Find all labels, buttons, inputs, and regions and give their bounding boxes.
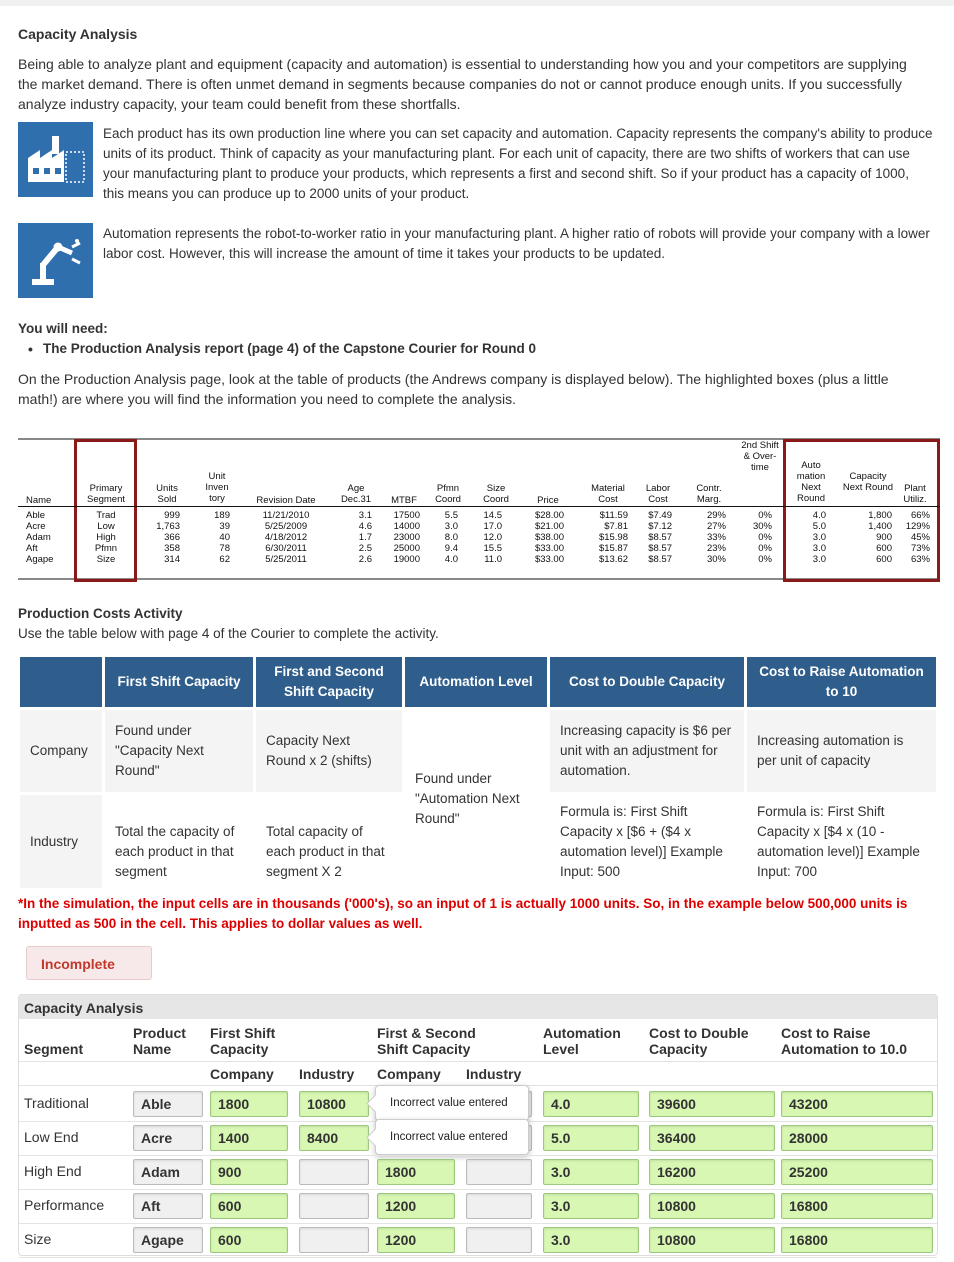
courier-cell-segment: High xyxy=(96,532,116,543)
first-shift-company-input[interactable]: 900 xyxy=(210,1159,288,1185)
first-shift-company-input[interactable]: 1800 xyxy=(210,1091,288,1117)
error-tooltip: Incorrect value entered xyxy=(375,1119,529,1155)
courier-cell-util: 73% xyxy=(910,543,930,554)
courier-cell-cap: 1,800 xyxy=(868,510,892,521)
courier-cell-rev: 11/21/2010 xyxy=(262,510,310,521)
courier-cell-auto: 3.0 xyxy=(812,543,826,554)
courier-cell-labor: $8.57 xyxy=(648,554,672,565)
courier-cell-auto: 3.0 xyxy=(812,554,826,565)
courier-cell-price: $33.00 xyxy=(534,554,564,565)
first-shift-company-input[interactable]: 600 xyxy=(210,1193,288,1219)
intro-paragraph: Being able to analyze plant and equipment (capacity and automation) is essential to understanding how you and your competitors are supplying the market demand. There is often unmet demand in segments because companies do not or cannot produce enough units. If you successfully analyze industry capacity, your team could benefit from these shortfalls. xyxy=(18,56,907,112)
double-capacity-input[interactable]: 10800 xyxy=(649,1227,775,1253)
courier-cell-contr: 33% xyxy=(706,532,726,543)
courier-cell-mtbf: 17500 xyxy=(393,510,420,521)
courier-cell-material: $15.98 xyxy=(598,532,628,543)
courier-cell-overtime: 0% xyxy=(758,554,772,565)
courier-cell-rev: 6/30/2011 xyxy=(265,543,307,554)
header-both-shifts: First and Second Shift Capacity xyxy=(256,657,402,707)
courier-cell-rev: 5/25/2011 xyxy=(265,554,307,565)
col-capacity: Capacity Next Round xyxy=(842,471,894,493)
segment-label: Performance xyxy=(24,1197,105,1213)
segment-label: Low End xyxy=(24,1129,79,1145)
automation-description: Automation represents the robot-to-worker ratio in your manufacturing plant. A higher ratio of robots will provide your company with a lower labor cost. However, this will increase the amount of time it takes your products to be updated. xyxy=(103,226,930,261)
activity-title: Production Costs Activity xyxy=(18,606,183,621)
courier-cell-price: $21.00 xyxy=(534,521,564,532)
courier-cell-contr: 30% xyxy=(706,554,726,565)
courier-cell-pfmn: 9.4 xyxy=(444,543,458,554)
courier-cell-segment: Low xyxy=(97,521,115,532)
courier-cell-name: Acre xyxy=(26,521,46,532)
header-automation: Automation Level xyxy=(405,657,547,707)
courier-cell-mtbf: 25000 xyxy=(393,543,420,554)
raise-automation-input[interactable]: 16800 xyxy=(781,1227,933,1253)
company-double-capacity: Increasing capacity is $6 per unit with an adjustment for automation. xyxy=(550,710,744,792)
double-capacity-input[interactable]: 39600 xyxy=(649,1091,775,1117)
double-capacity-input[interactable]: 16200 xyxy=(649,1159,775,1185)
courier-cell-material: $7.81 xyxy=(604,521,628,532)
company-raise-automation: Increasing automation is per unit of capacity xyxy=(747,710,936,792)
courier-cell-overtime: 30% xyxy=(752,521,772,532)
raise-automation-input[interactable]: 28000 xyxy=(781,1125,933,1151)
header-blank xyxy=(20,657,102,707)
courier-cell-pfmn: 4.0 xyxy=(444,554,458,565)
courier-cell-age: 1.7 xyxy=(358,532,372,543)
courier-cell-price: $33.00 xyxy=(534,543,564,554)
page-title: Capacity Analysis xyxy=(18,26,138,42)
automation-level-input[interactable]: 4.0 xyxy=(543,1091,639,1117)
th-both-industry: Industry xyxy=(466,1066,522,1082)
courier-cell-pfmn: 3.0 xyxy=(444,521,458,532)
courier-cell-pfmn: 5.5 xyxy=(444,510,458,521)
courier-cell-price: $28.00 xyxy=(534,510,564,521)
courier-cell-overtime: 0% xyxy=(758,510,772,521)
courier-cell-overtime: 0% xyxy=(758,532,772,543)
status-badge: Incomplete xyxy=(26,946,152,980)
courier-cell-rev: 5/25/2009 xyxy=(264,521,308,532)
raise-automation-input[interactable]: 43200 xyxy=(781,1091,933,1117)
courier-cell-auto: 4.0 xyxy=(812,510,826,521)
courier-cell-cap: 600 xyxy=(876,543,892,554)
double-capacity-input[interactable]: 36400 xyxy=(649,1125,775,1151)
courier-cell-age: 2.5 xyxy=(358,543,372,554)
courier-cell-inv: 78 xyxy=(219,543,230,554)
double-capacity-input[interactable]: 10800 xyxy=(649,1193,775,1219)
col-overtime: 2nd Shift & Over- time xyxy=(741,440,779,473)
th-both-company: Company xyxy=(377,1066,441,1082)
industry-both-shifts: Total capacity of each product in that segment X 2 xyxy=(256,795,402,888)
courier-cell-util: 129% xyxy=(905,521,930,532)
both-shifts-industry-input[interactable] xyxy=(466,1193,532,1219)
col-size: Size Coord xyxy=(483,483,509,505)
courier-cell-mtbf: 14000 xyxy=(393,521,420,532)
courier-cell-util: 45% xyxy=(910,532,930,543)
product-name-field: Agape xyxy=(133,1227,203,1253)
factory-icon xyxy=(18,122,93,197)
courier-cell-material: $13.62 xyxy=(598,554,628,565)
robot-arm-icon xyxy=(18,223,93,298)
th-segment: Segment xyxy=(24,1041,84,1057)
col-pfmn: Pfmn Coord xyxy=(435,483,461,505)
production-costs-table xyxy=(18,655,938,891)
instructions-paragraph: On the Production Analysis page, look at the table of products (the Andrews company is displayed below). The highlighted boxes (plus a little math!) are where you will find the information you need to complete the analysis. xyxy=(18,371,889,407)
first-shift-industry-input[interactable] xyxy=(299,1159,369,1185)
courier-cell-age: 3.1 xyxy=(358,510,372,521)
courier-cell-segment: Trad xyxy=(96,510,116,521)
courier-cell-name: Able xyxy=(26,510,46,521)
courier-cell-contr: 27% xyxy=(706,521,726,532)
courier-cell-segment: Size xyxy=(96,554,116,565)
automation-level-input[interactable]: 3.0 xyxy=(543,1227,639,1253)
top-bar xyxy=(0,0,954,6)
courier-cell-material: $15.87 xyxy=(598,543,628,554)
courier-cell-pfmn: 8.0 xyxy=(444,532,458,543)
courier-cell-util: 66% xyxy=(910,510,930,521)
needs-item: • The Production Analysis report (page 4) of the Capstone Courier for Round 0 xyxy=(30,341,536,356)
th-product: Product Name xyxy=(133,1025,186,1057)
header-first-shift: First Shift Capacity xyxy=(105,657,253,707)
automation-level-input[interactable]: 3.0 xyxy=(543,1193,639,1219)
segment-label: Size xyxy=(24,1231,52,1247)
automation-level-input[interactable]: 5.0 xyxy=(543,1125,639,1151)
courier-cell-mtbf: 23000 xyxy=(393,532,420,543)
company-first-shift: Found under "Capacity Next Round" xyxy=(105,710,253,792)
activity-subtitle: Use the table below with page 4 of the Courier to complete the activity. xyxy=(18,626,439,641)
courier-cell-segment: Pfmn xyxy=(94,543,118,554)
industry-double-capacity: Formula is: First Shift Capacity x [$6 + ($4 x automation level)] Example Input: 500 xyxy=(550,795,744,888)
thousands-note: *In the simulation, the input cells are in thousands ('000's), so an input of 1 is actually 1000 units. So, in the example below 500,000 units is inputted as 500 in the cell. This applies to dollar values as well. xyxy=(18,896,908,931)
first-shift-industry-input[interactable]: 8400 xyxy=(299,1125,369,1151)
col-units-sold: Units Sold xyxy=(156,483,178,505)
col-name: Name xyxy=(26,495,52,506)
courier-cell-size: 17.0 xyxy=(483,521,502,532)
courier-cell-sold: 366 xyxy=(164,532,180,543)
col-utilization: Plant Utiliz. xyxy=(903,483,927,505)
raise-automation-input[interactable]: 25200 xyxy=(781,1159,933,1185)
first-shift-company-input[interactable]: 1400 xyxy=(210,1125,288,1151)
first-shift-industry-input[interactable] xyxy=(299,1193,369,1219)
both-shifts-industry-input[interactable] xyxy=(466,1227,532,1253)
industry-raise-automation: Formula is: First Shift Capacity x [$4 x (10 - automation level)] Example Input: 700 xyxy=(747,795,936,888)
courier-cell-sold: 999 xyxy=(164,510,180,521)
courier-cell-overtime: 0% xyxy=(758,543,772,554)
automation-level-note: Found under "Automation Next Round" xyxy=(405,710,547,888)
courier-cell-sold: 358 xyxy=(164,543,180,554)
th-first-company: Company xyxy=(210,1066,274,1082)
product-name-field: Able xyxy=(133,1091,203,1117)
courier-cell-size: 11.0 xyxy=(484,554,502,565)
courier-production-table xyxy=(18,438,940,580)
courier-cell-labor: $8.57 xyxy=(648,543,672,554)
courier-cell-cap: 600 xyxy=(876,554,892,565)
courier-cell-sold: 314 xyxy=(164,554,180,565)
col-labor: Labor Cost xyxy=(645,483,671,505)
automation-level-input[interactable]: 3.0 xyxy=(543,1159,639,1185)
courier-cell-inv: 189 xyxy=(214,510,230,521)
first-shift-company-input[interactable]: 600 xyxy=(210,1227,288,1253)
th-double-capacity: Cost to Double Capacity xyxy=(649,1025,749,1057)
courier-cell-labor: $8.57 xyxy=(648,532,672,543)
courier-cell-material: $11.59 xyxy=(599,510,628,521)
th-first-industry: Industry xyxy=(299,1066,355,1082)
courier-cell-inv: 39 xyxy=(219,521,230,532)
courier-cell-cap: 1,400 xyxy=(868,521,892,532)
error-tooltip: Incorrect value entered xyxy=(375,1085,529,1121)
raise-automation-input[interactable]: 16800 xyxy=(781,1193,933,1219)
courier-cell-cap: 900 xyxy=(876,532,892,543)
col-contr: Contr. Marg. xyxy=(696,483,722,505)
segment-label: Traditional xyxy=(24,1095,89,1111)
col-revision: Revision Date xyxy=(256,495,316,506)
col-price: Price xyxy=(537,495,559,506)
both-shifts-company-input[interactable]: 1200 xyxy=(377,1227,455,1253)
courier-cell-auto: 5.0 xyxy=(812,521,826,532)
first-shift-industry-input[interactable] xyxy=(299,1227,369,1253)
capacity-analysis-form xyxy=(18,994,938,1256)
courier-cell-inv: 62 xyxy=(219,554,230,565)
form-title: Capacity Analysis xyxy=(19,995,937,1019)
courier-cell-inv: 40 xyxy=(219,532,230,543)
capacity-description: Each product has its own production line where you can set capacity and automation. Capacity represents the company's ability to produce units of its product. Think of capacity as your manufacturing plant. For each unit of capacity, there are two shifts of workers that can use your manufacturing plant to produce your products, which represents a first and second shift. So if your product has a capacity of 1000, this means you can produce up to 2000 units of your product. xyxy=(103,126,933,201)
courier-cell-name: Agape xyxy=(26,554,54,565)
courier-cell-auto: 3.0 xyxy=(812,532,826,543)
courier-cell-price: $38.00 xyxy=(534,532,564,543)
both-shifts-company-input[interactable]: 1800 xyxy=(377,1159,455,1185)
col-age: Age Dec.31 xyxy=(340,483,372,505)
needs-label: You will need: xyxy=(18,321,108,336)
col-inventory: Unit Inven tory xyxy=(205,471,229,504)
col-mtbf: MTBF xyxy=(391,495,417,506)
courier-cell-size: 12.0 xyxy=(483,532,502,543)
company-both-shifts: Capacity Next Round x 2 (shifts) xyxy=(256,710,402,792)
header-double-capacity: Cost to Double Capacity xyxy=(550,657,744,707)
row-company-label: Company xyxy=(20,710,102,792)
courier-cell-labor: $7.12 xyxy=(648,521,672,532)
both-shifts-industry-input[interactable] xyxy=(466,1159,532,1185)
segment-label: High End xyxy=(24,1163,82,1179)
courier-cell-size: 14.5 xyxy=(483,510,502,521)
th-raise-automation: Cost to Raise Automation to 10.0 xyxy=(781,1025,908,1057)
courier-cell-contr: 23% xyxy=(706,543,726,554)
product-name-field: Acre xyxy=(133,1125,203,1151)
product-name-field: Adam xyxy=(133,1159,203,1185)
header-raise-automation: Cost to Raise Automation to 10 xyxy=(747,657,936,707)
courier-cell-size: 15.5 xyxy=(483,543,502,554)
industry-first-shift: Total the capacity of each product in that segment xyxy=(105,795,253,888)
both-shifts-company-input[interactable]: 1200 xyxy=(377,1193,455,1219)
col-automation: Auto mation Next Round xyxy=(796,460,826,504)
courier-cell-mtbf: 19000 xyxy=(393,554,420,565)
courier-cell-name: Adam xyxy=(26,532,51,543)
courier-cell-rev: 4/18/2012 xyxy=(264,532,308,543)
col-material: Material Cost xyxy=(591,483,625,505)
col-segment: Primary Segment xyxy=(86,483,126,505)
first-shift-industry-input[interactable]: 10800 xyxy=(299,1091,369,1117)
courier-cell-age: 2.6 xyxy=(358,554,372,565)
product-name-field: Aft xyxy=(133,1193,203,1219)
th-first-shift: First Shift Capacity xyxy=(210,1025,276,1057)
th-automation: Automation Level xyxy=(543,1025,621,1057)
courier-cell-util: 63% xyxy=(910,554,930,565)
courier-cell-name: Aft xyxy=(26,543,38,554)
courier-cell-labor: $7.49 xyxy=(648,510,672,521)
courier-cell-contr: 29% xyxy=(706,510,726,521)
courier-cell-age: 4.6 xyxy=(358,521,372,532)
courier-cell-sold: 1,763 xyxy=(156,521,180,532)
th-both-shifts: First & Second Shift Capacity xyxy=(377,1025,476,1057)
row-industry-label: Industry xyxy=(20,795,102,888)
